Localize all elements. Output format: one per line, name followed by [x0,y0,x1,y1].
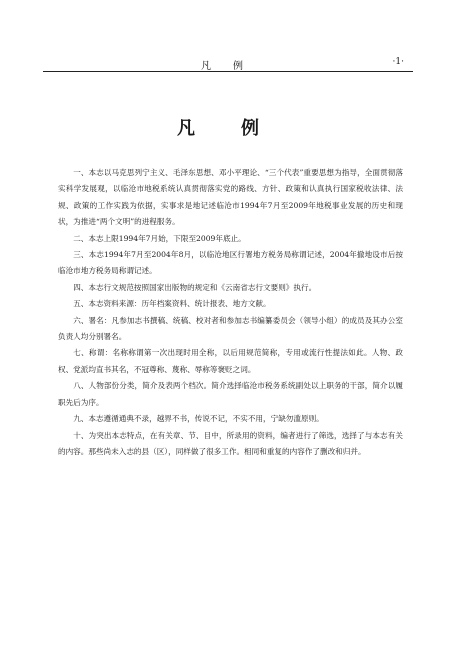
header-rule [43,71,413,72]
guidelines-body [58,165,403,460]
page-title: 凡 例 [177,118,273,139]
guideline-item: 六、署名：凡参加志书撰稿、统稿、校对者和参加志书编纂委员会（领导小组）的成员及其办公室负责人均分别署名。 [58,315,403,342]
running-title: 凡 例 [201,61,249,72]
guideline-item: 八、人物部份分类，简介及表两个档次。简介选择临沧市税务系统副处以上职务的干部，简介以履职先后为序。 [58,381,403,407]
guideline-item: 三、本志1994年7月至2004年8月，以临沧地区行署地方税务局称谓记述，2004年撤地设市后按临沧市地方税务局称谓记述。 [58,250,403,276]
guideline-item: 十、为突出本志特点，在有关章、节、目中，所录用的资料，编者进行了筛选，选择了与本志有关的内容。那些尚未入志的县（区），同样做了很多工作。相同和重复的内容作了删改和归并。 [58,430,403,456]
guideline-item: 五、本志资料来源：历年档案资料、统计报表、地方文献。 [73,299,271,309]
guideline-item: 九、本志遵循通典不录，越界不书，传说不记，不实不用，宁缺勿滥原则。 [73,414,324,424]
guideline-item: 一、本志以马克思列宁主义、毛泽东思想、邓小平理论、“三个代表”重要思想为指导，全面贯彻落实科学发展观，以临沧市地税系统认真贯彻落实党的路线、方针、政策和认真执行国家税收法律、法规、政策的工作实践为依据，实事求是地记述临沧市1994年7月至2009年地税事业发展的历史和现状，为推进“两个文明”的进程服务。 [58,168,403,227]
guideline-item: 四、本志行文规范按照国家出版物的规定和《云南省志行文要则》执行。 [73,282,317,292]
guideline-item: 二、本志上限1994年7月始，下限至2009年底止。 [73,233,246,243]
guideline-item: 七、称谓：名称称谓第一次出现时用全称，以后用规范简称，专用或流行性提法如此。人物、政权、党派均直书其名，不冠尊称、蔑称、辱称等褒贬之词。 [58,348,403,374]
page-number: ·1· [392,57,404,67]
